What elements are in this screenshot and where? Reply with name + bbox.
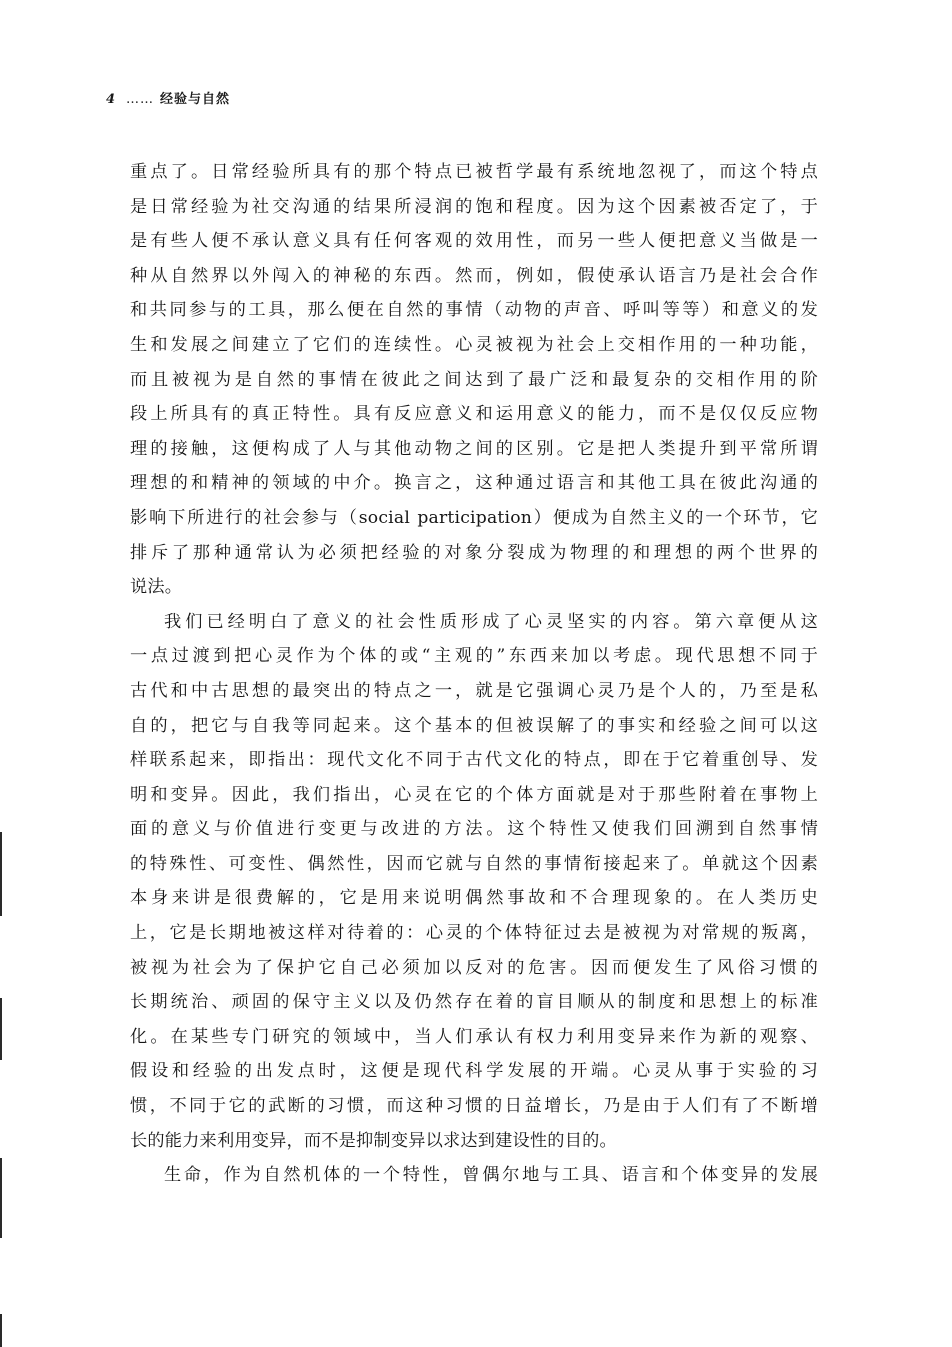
text-line: 生命，作为自然机体的一个特性，曾偶尔地与工具、语言和个体变异的发展 [164,1165,818,1186]
scan-margin-mark [0,998,2,1060]
text-line: 长期统治、顽固的保守主义以及仍然存在着的盲目顺从的制度和思想上的标准 [130,992,818,1013]
text-line: 面的意义与价值进行变更与改进的方法。这个特性又使我们回溯到自然事情 [130,819,818,840]
text-line: 理的接触，这便构成了人与其他动物之间的区别。它是把人类提升到平常所谓 [130,438,818,459]
scan-margin-mark [0,1314,2,1347]
body-text [130,155,818,1193]
text-line: 惯，不同于它的武断的习惯，而这种习惯的日益增长，乃是由于人们有了不断增 [130,1096,818,1117]
text-line: 的特殊性、可变性、偶然性，因而它就与自然的事情衔接起来了。单就这个因素 [130,853,818,874]
text-line: 长的能力来利用变异，而不是抑制变异以求达到建设性的目的。 [130,1130,617,1151]
running-header [106,88,230,107]
text-line: 和共同参与的工具，那么便在自然的事情（动物的声音、呼叫等等）和意义的发 [130,300,818,321]
text-line: 是有些人便不承认意义具有任何客观的效用性，而另一些人便把意义当做是一 [130,231,818,252]
text-line: 而且被视为是自然的事情在彼此之间达到了最广泛和最复杂的交相作用的阶 [130,369,818,390]
text-line: 自的，把它与自我等同起来。这个基本的但被误解了的事实和经验之间可以这 [130,715,818,736]
text-line: 一点过渡到把心灵作为个体的或“主观的”东西来加以考虑。现代思想不同于 [130,646,818,667]
paragraph [130,605,818,1159]
text-line: 化。在某些专门研究的领域中，当人们承认有权力利用变异来作为新的观察、 [130,1026,818,1047]
text-line: 被视为社会为了保护它自己必须加以反对的危害。因而便发生了风俗习惯的 [130,957,818,978]
book-title: 经验与自然 [160,92,231,107]
text-line: 段上所具有的真正特性。具有反应意义和运用意义的能力，而不是仅仅反应物 [130,404,818,425]
page-number: 4 [106,92,117,107]
text-line: 重点了。日常经验所具有的那个特点已被哲学最有系统地忽视了，而这个特点 [130,162,818,182]
text-line: 古代和中古思想的最突出的特点之一，就是它强调心灵乃是个人的，乃至是私 [130,680,818,701]
text-line: 种从自然界以外闯入的神秘的东西。然而，例如，假使承认语言乃是社会合作 [130,265,818,286]
text-line: 本身来讲是很费解的，它是用来说明偶然事故和不合理现象的。在人类历史 [130,888,818,909]
paragraph [130,1158,818,1193]
text-line: 上，它是长期地被这样对待着的：心灵的个体特征过去是被视为对常规的叛离， [130,923,818,944]
paragraph [130,155,818,605]
text-line: 生和发展之间建立了它们的连续性。心灵被视为社会上交相作用的一种功能， [130,334,818,355]
text-line: 样联系起来，即指出：现代文化不同于古代文化的特点，即在于它着重创导、发 [130,750,818,771]
text-line: 排斥了那种通常认为必须把经验的对象分裂成为物理的和理想的两个世界的 [130,542,818,563]
header-dots: …… [126,92,155,107]
text-line: 说法。 [130,577,183,598]
text-line: 明和变异。因此，我们指出，心灵在它的个体方面就是对于那些附着在事物上 [130,784,818,805]
text-line: 是日常经验为社交沟通的结果所浸润的饱和程度。因为这个因素被否定了，于 [130,196,818,217]
text-line: 假设和经验的出发点时，这便是现代科学发展的开端。心灵从事于实验的习 [130,1061,818,1082]
scan-margin-mark [0,1158,2,1238]
text-line: 我们已经明白了意义的社会性质形成了心灵坚实的内容。第六章便从这 [164,611,818,632]
scan-margin-mark [0,832,2,916]
text-line: 影响下所进行的社会参与（social participation）便成为自然主义的一个环节，它 [130,507,818,528]
text-line: 理想的和精神的领域的中介。换言之，这种通过语言和其他工具在彼此沟通的 [130,473,818,494]
